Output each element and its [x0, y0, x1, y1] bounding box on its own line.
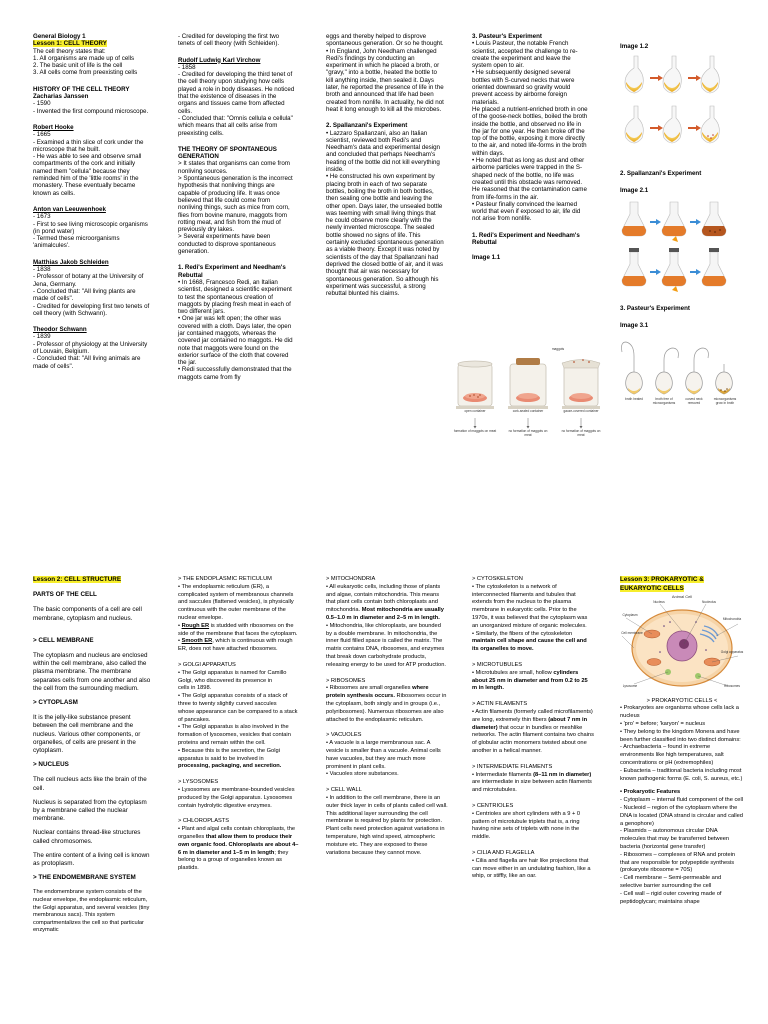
image-2-1-label: Image 2.1	[620, 187, 649, 194]
spallanzani-row-1	[622, 202, 726, 242]
cytoplasm-heading: > CYTOPLASM	[33, 699, 78, 707]
label-golgi: Golgi apparatus	[720, 649, 744, 654]
label-nucleus: Nucleus	[653, 599, 665, 604]
lysosomes-text: • Lysosomes are membrane-bounded vesicles produced by the Golgi apparatus. Lysosomes contain hydrolytic digestive enzymes.	[178, 786, 295, 809]
cytoskeleton-paragraph	[472, 584, 594, 654]
history-heading: HISTORY OF THE CELL THEORY	[33, 85, 130, 93]
mitochondria-heading: > MITOCHONDRIA	[326, 576, 376, 582]
needham-flasks-illustration	[620, 52, 740, 152]
cork-sealed-jar	[508, 358, 548, 409]
redi-continued: eggs and thereby helped to disprove spontaneous generation. Or so he thought. • In England, John Needham challenged Redi's findings by conducting an experiment in which he placed a broth, or "gravy," into a bottle, heated the bottle to kill anything inside, then sealed it. Days later, he reported the presence of life in the broth and announced that life had been created from nonlife. In actuality, he did not heat it long enough to kill all the microbes.	[326, 33, 444, 113]
p1-column-3	[326, 33, 444, 303]
redi-text: • In 1668, Francesco Redi, an Italian scientist, designed a scientific experiment to test the spontaneous creation of maggots by placing fresh meat in each of two different jars. • One jar was left open; the other was covered with a cloth. Days later, the open jar contained maggots, whereas the covered jar contained no maggots. He did note that maggots were found on the exterior surface of the cloth that covered the jar. • Redi successfully demonstrated that the maggots came from fly	[178, 278, 293, 381]
pasteur-caption-2: broth free of microorganisms	[652, 397, 676, 405]
flask-row-2	[625, 106, 719, 143]
spallanzani-flasks-illustration	[620, 196, 740, 294]
prokaryotic-features-text: - Cytoplasm – internal fluid component of the cell - Nucleoid – region of the cytoplasm where the DNA is located (DNA strand is circular and called a genophore) - Plasmids – autonomous circular DNA molecules that may be transferred between bacteria (horizontal gene transfer) - Ribosomes – complexes of RNA and protein that are responsible for polypeptide synthesis (prokaryote ribosome = 70S) - Cell membrane – Semi-permeable and selective barrier surrounding the cell - Cell wall – rigid outer covering made of peptidoglycan; maintains shape	[620, 797, 743, 905]
nucleus-text-1: The cell nucleus acts like the brain of the cell.	[33, 776, 147, 792]
nucleus-text-4: The entire content of a living cell is known as protoplasm.	[33, 851, 150, 868]
vacuoles-text: • A vacuole is a large membranous sac. A vesicle is smaller than a vacuole. Animal cells have vacuoles, but they are much more prominent in plant cells. • Vacuoles store substances.	[326, 740, 441, 778]
open-container-label: open container	[464, 409, 486, 413]
animal-cell-figure	[620, 593, 744, 692]
image-3-1-label: Image 3.1	[620, 322, 649, 329]
intermediate-text-2: are intermediate in size between actin filaments and microtubules.	[472, 779, 592, 794]
image-1-2-label: Image 1.2	[620, 43, 649, 50]
cytoplasm-text: It is the jelly-like substance present between the cell membrane and the nucleus. Various other components, or organelles, of cells are present in the cytoplasm.	[33, 714, 141, 755]
image-1-1-label: Image 1.1	[472, 254, 501, 262]
animal-cell-diagram	[620, 593, 744, 692]
cytoskeleton-text: • The cytoskeleton is a network of interconnected filaments and tubules that extends from the nucleus to the plasma membrane in eukaryotic cells. Prior to the 1970s, it was believed that the cytoplasm was an unorganized mixture of organic molecules. • Similarly, the fibers of the cytoskeleton	[472, 583, 588, 637]
centrioles-text: • Centrioles are short cylinders with a 9 + 0 pattern of microtubule triplets that is, a ring having nine sets of triplets with none in the middle.	[472, 810, 581, 841]
course-title: General Biology 1	[33, 33, 86, 40]
mitochondria-text: • All eukaryotic cells, including those of plants and algae, contain mitochondria. This means that plant cells contain both chloroplasts and mitochondria.	[326, 583, 441, 614]
chloroplasts-text-2: ; they belong to a group of organelles known as plastids.	[178, 849, 289, 872]
spallanzani-text: • Lazzaro Spallanzani, also an Italian scientist, reviewed both Redi's and Needham's data and experimental design and concluded that perhaps Needham's heating of the bottle did not kill everything inside. • He constructed his own experiment by placing broth in each of two separate bottles, boiling the broth in both bottles, then sealing one bottle and leaving the other open. Days later, the unsealed bottle was teeming with small living things that he could observe more clearly with the newly invented microscope. The sealed bottle showed no signs of life. This certainly excluded spontaneous generation as a viable theory. Except it was noted by scientists of the day that Spallanzani had deprived the closed bottle of air, and it was thought that air was necessary for spontaneous generation. So although his experiment was successful, a strong rebuttal blunted his claims.	[326, 129, 444, 298]
page-cell-structure	[0, 560, 768, 1024]
chloroplasts-paragraph	[178, 826, 300, 873]
p2-column-3	[326, 576, 448, 863]
pasteur-text: • Louis Pasteur, the notable French scientist, accepted the challenge to re-create the experiment and leave the system open to air. • He subsequently designed several bottles with S-curved necks that were oriented downward so gravity would prevent access by airborne foreign materials. He placed a nutrient-enriched broth in one of the goose-neck bottles, boiled the broth inside the bottle, and observed no life in the jar for one year. He then broke off the top of the bottle, exposing it more directly to the air, and noted life-forms in the broth within days. • He noted that as long as dust and other airborne particles were trapped in the S- shaped neck of the bottle, no life was created until this obstacle was removed. He reasoned that the contamination came from life-forms in the air. • Pasteur finally convinced the learned world that even if exposed to air, life did not arise from nonlife.	[472, 40, 588, 223]
ribosomes-heading: > RIBOSOMES	[326, 677, 366, 684]
cilia-heading: > CILIA AND FLAGELLA	[472, 849, 535, 856]
maggots-label: maggots	[551, 347, 565, 351]
actin-text: • Actin filaments (formerly called microfilaments) are long, extremely thin fibers	[472, 708, 593, 723]
needham-flasks-figure	[620, 52, 740, 152]
actin-heading: > ACTIN FILAMENTS	[472, 701, 528, 708]
label-cytoplasm: Cytoplasm	[622, 612, 638, 617]
p2-column-4	[472, 576, 594, 887]
open-jar	[456, 361, 494, 409]
gauze-covered-jar	[562, 359, 600, 409]
lysosomes-heading: > LYSOSOMES	[178, 779, 219, 786]
prokaryotic-heading: > PROKARYOTIC CELLS <	[646, 697, 718, 704]
p1-column-4	[472, 33, 590, 262]
pasteur-flasks-figure	[620, 334, 742, 418]
prokaryotic-features-heading: • Prokaryotic Features	[620, 789, 681, 796]
p2-column-2	[178, 576, 300, 873]
vacuoles-heading: > VACUOLES	[326, 732, 362, 739]
mitochondria-text-2: • Mitochondria, like chloroplasts, are bounded by a double membrane. In mitochondria, the inner fluid filled space is called the matrix. The matrix contains DNA, ribosomes, and enzymes that break down carbohydrate products, releasing energy to be used for ATP production.	[326, 622, 446, 668]
schwann-text: - 1839 - Professor of physiology at the University of Louvain, Belgium. - Concluded that: "All living animals are made of cells".	[33, 333, 148, 370]
spontaneous-generation-heading: THE THEORY OF SPONTANEOUS GENERATION	[178, 145, 277, 161]
rough-er-text: is studded with ribosomes on the side of the membrane that faces the cytoplasm.	[178, 622, 298, 637]
cell-theory-intro: The cell theory states that: 1. All organisms are made up of cells 2. The basic unit of life is the cell 3. All cells come from preexisting cells	[33, 47, 138, 77]
schleiden-name: Matthias Jakob Schleiden	[33, 258, 109, 266]
lesson-1-label: Lesson 1: CELL THEORY	[33, 40, 107, 48]
janssen-text: - 1590 - Invented the first compound microscope.	[33, 100, 149, 115]
prokaryotic-text: • Prokaryotes are organisms whose cells lack a nucleus • 'pro' = before; 'karyon' = nucleus • They belong to the kingdom Monera and have been further classified into two distinct domains: - Archaebacteria – found in extreme environments like high temperatures, salt concentrations or pH (extremophiles) - Eubacteria – traditional bacteria including most known pathogenic forms (E. coli, S. aureus, etc.)	[620, 705, 743, 782]
animal-cell-title: Animal Cell	[671, 593, 693, 599]
chloroplasts-text: • Plant and algal cells contain chloroplasts, the organelles	[178, 826, 296, 840]
leeuwenhoek-text: - 1673 - First to see living microscopic organisms (in pond water) - Termed these microorganisms 'animalcules'.	[33, 213, 148, 250]
mitochondria-paragraph	[326, 584, 448, 623]
actin-bold: (about 7 nm in diameter)	[472, 716, 588, 731]
parts-text: The basic components of a cell are cell membrane, cytoplasm and nucleus.	[33, 606, 142, 622]
janssen-name: Zacharias Janssen	[33, 93, 89, 101]
intermediate-text: • Intermediate filaments	[472, 771, 532, 778]
pasteur-flasks-illustration	[620, 334, 742, 404]
p1-column-2	[178, 33, 296, 387]
intermediate-bold: (8–11 nm in diameter)	[533, 771, 592, 778]
cytoskeleton-heading: > CYTOSKELETON	[472, 576, 523, 582]
chloroplasts-heading: > CHLOROPLASTS	[178, 818, 230, 825]
nucleus-text-2: Nucleus is separated from the cytoplasm by a membrane called the nuclear membrane.	[33, 798, 147, 823]
hooke-name: Robert Hooke	[33, 123, 74, 131]
spallanzani-heading: 2. Spallanzani's Experiment	[326, 122, 408, 130]
mitochondria-bold: Most mitochondria are usually 0.5–1.0 m in diameter and 2–5 m in length.	[326, 607, 444, 621]
ribosomes-text: • Ribosomes are small organelles	[326, 685, 411, 692]
cilia-text: • Cilia and flagella are hair like projections that can move either in an undulating fashion, like a whip, or stiffly, like an oar.	[472, 857, 591, 880]
pasteur-caption-3: curved neck removed	[685, 397, 703, 405]
endomembrane-text: The endomembrane system consists of the nuclear envelope, the endoplasmic reticulum, the Golgi apparatus, and several vesicles (tiny membranous sacs). This system compartmentalizes the cell so that particular enzymatic	[33, 889, 150, 934]
schleiden-text: - 1838 - Professor of botany at the University of Jena, Germany. - Concluded that: "All living plants are made of cells". - Credited for developing first two tenets of cell theory (with Schwann).	[33, 266, 150, 317]
microtubules-heading: > MICROTUBULES	[472, 661, 523, 668]
lesson-3-label: Lesson 3: PROKARYOTIC & EUKARYOTIC CELLS	[620, 576, 704, 592]
pasteur-caption-4: microorganisms grow in broth	[713, 397, 737, 405]
label-cell-membrane: Cell membrane	[621, 630, 643, 635]
virchow-name: Rudolf Ludwig Karl Virchow	[178, 56, 261, 64]
virchow-text: - 1858 - Credited for developing the third tenet of the cell theory upon studying how cells played a role in body diseases. He noticed that the existence of diseases in the organs and tissues came from affected cells. - Concluded that: "Omnis cellula e cellula" which means that all cells arise from preexisting cells.	[178, 63, 295, 137]
parts-heading: PARTS OF THE CELL	[33, 591, 97, 599]
cell-membrane-text: The cytoplasm and nucleus are enclosed within the cell membrane, also called the plasma membrane. The membrane separates cells from one another and also the cell from the surrounding medium.	[33, 652, 151, 692]
golgi-heading: > GOLGI APPARATUS	[178, 661, 236, 668]
p2-column-1	[33, 576, 151, 941]
actin-paragraph	[472, 709, 594, 756]
microtubules-text: • Microtubules are small, hollow	[472, 669, 552, 676]
nucleus-text-3: Nuclear contains thread-like structures called chromosomes.	[33, 829, 141, 845]
cytoskeleton-bold: maintain cell shape and cause the cell and its organelles to move.	[472, 638, 587, 653]
p2-column-5	[620, 576, 744, 912]
pasteur-figure-heading: 3. Pasteur's Experiment	[620, 305, 690, 312]
intermediate-paragraph	[472, 772, 594, 795]
spallanzani-row-2	[622, 248, 726, 292]
hooke-text: - 1665 - Examined a thin slice of cork under the microscope that he built. - He was able to see and observe small compartments of the cork and initially named them "cellula" because they reminded him of the 'little rooms' in the monastery. These eventually became known as cells.	[33, 131, 144, 197]
p1-column-1	[33, 33, 151, 376]
result-open-label: formation of maggots on meat	[453, 429, 497, 433]
cell-wall-text: • In addition to the cell membrane, there is an outer thick layer in cells of plants called cell wall. This additional layer surrounding the cell membrane is required by plants for protection. Plant cells need protection against variations in temperature, high wind speed, atmospheric moisture etc. They are exposed to these variations because they cannot move.	[326, 794, 448, 856]
redi-heading: 1. Redi's Experiment and Needham's Rebuttal	[178, 264, 286, 279]
endomembrane-heading: > THE ENDOMEMBRANE SYSTEM	[33, 874, 136, 882]
nucleus-heading: > NUCLEUS	[33, 761, 69, 769]
spontaneous-generation-text: > It states that organisms can come from nonliving sources. > Spontaneous generation is the incorrect hypothesis that nonliving things are capable of producing life. It was once believed that life could come from nonliving things, such as mice from corn, flies from bovine manure, maggots from rotting meat, and fish from the mud of previously dry lakes. > Several experiments have been conducted to disprove spontaneous generation.	[178, 160, 293, 256]
label-ribosomes: Ribosomes	[724, 683, 740, 688]
result-cork-label: no formation of maggots on meat	[508, 429, 548, 437]
ribosomes-bold: where protein synthesis occurs.	[326, 685, 429, 700]
cell-membrane-heading: > CELL MEMBRANE	[33, 636, 94, 644]
er-text: • The endoplasmic reticulum (ER), a complicated system of membranous channels and saccules (flattened vesicles), is physically continuous with the outer membrane of the nuclear envelope.	[178, 583, 294, 621]
golgi-text: • The Golgi apparatus is named for Camillo Golgi, who discovered its presence in cells in 1898. • The Golgi apparatus consists of a stack of three to twenty slightly curved saccules whose appearance can be compared to a stack of pancakes. • The Golgi apparatus is also involved in the formation of lysosomes, vesicles that contain proteins and remain within the cell. • Because this is the secretion, the Golgi apparatus is said to be involved in	[178, 669, 298, 762]
ribosomes-paragraph	[326, 685, 448, 724]
result-gauze-label: no formation of maggots on meat	[561, 429, 601, 437]
pasteur-heading: 3. Pasteur's Experiment	[472, 33, 542, 40]
er-heading: > THE ENDOPLASMIC RETICULUM	[178, 576, 272, 582]
redi-jars-illustration	[452, 348, 604, 440]
golgi-bold: processing, packaging, and secretion.	[178, 763, 282, 770]
label-lysosome: Lysosome	[622, 683, 638, 688]
flask-row-1	[625, 56, 719, 93]
smooth-er-text: , which is continuous with rough ER, does not have attached ribosomes.	[178, 638, 293, 653]
spallanzani-flasks-figure	[620, 196, 740, 294]
label-mitochondria: Mitochondria	[722, 616, 742, 621]
schwann-continued: - Credited for developing the first two tenets of cell theory (with Schleiden).	[178, 33, 280, 48]
actin-text-2: that occur in bundles or meshlike networks. The actin filament contains two chains of globular actin monomers twisted about one another in a helical manner.	[472, 724, 594, 754]
redi-jars-figure	[452, 348, 604, 440]
leeuwenhoek-name: Anton van Leeuwenhoek	[33, 205, 106, 213]
chloroplasts-bold: that allow them to produce their own organic food. Chloroplasts are about 4–6 m in diameter and 1–5 m in length	[178, 833, 299, 856]
rough-er-paragraph: • Rough ER is studded with ribosomes on the side of the membrane that faces the cytoplasm. • Smooth ER, which is continuous with rough ER, does not have attached ribosomes.	[178, 622, 298, 653]
gauze-covered-label: gauze-covered container	[563, 409, 599, 413]
label-nucleolus: Nucleolus	[702, 599, 716, 604]
cork-sealed-label: cork-sealed container	[512, 409, 544, 413]
redi-figure-heading: 1. Redi's Experiment and Needham's Rebuttal	[472, 231, 580, 247]
intermediate-heading: > INTERMEDIATE FILAMENTS	[472, 763, 553, 770]
centrioles-heading: > CENTRIOLES	[472, 802, 514, 809]
pasteur-caption-1: broth heated	[625, 397, 643, 401]
microtubules-bold: cylinders about 25 nm in diameter and from 0.2 to 25 m in length.	[472, 669, 588, 692]
smooth-er-term: Smooth ER	[181, 638, 213, 645]
cell-wall-heading: > CELL WALL	[326, 787, 362, 794]
schwann-name: Theodor Schwann	[33, 326, 87, 334]
spallanzani-figure-heading: 2. Spallanzani's Experiment	[620, 170, 702, 177]
lesson-2-label: Lesson 2: CELL STRUCTURE	[33, 576, 122, 583]
ribosomes-text-2: Ribosomes occur in the cytoplasm, both singly and in groups (i.e., polyribosomes). Numerous ribosomes are also attached to the endoplasmic reticulum.	[326, 693, 447, 723]
microtubules-paragraph	[472, 670, 594, 693]
rough-er-term: Rough ER	[181, 622, 210, 629]
